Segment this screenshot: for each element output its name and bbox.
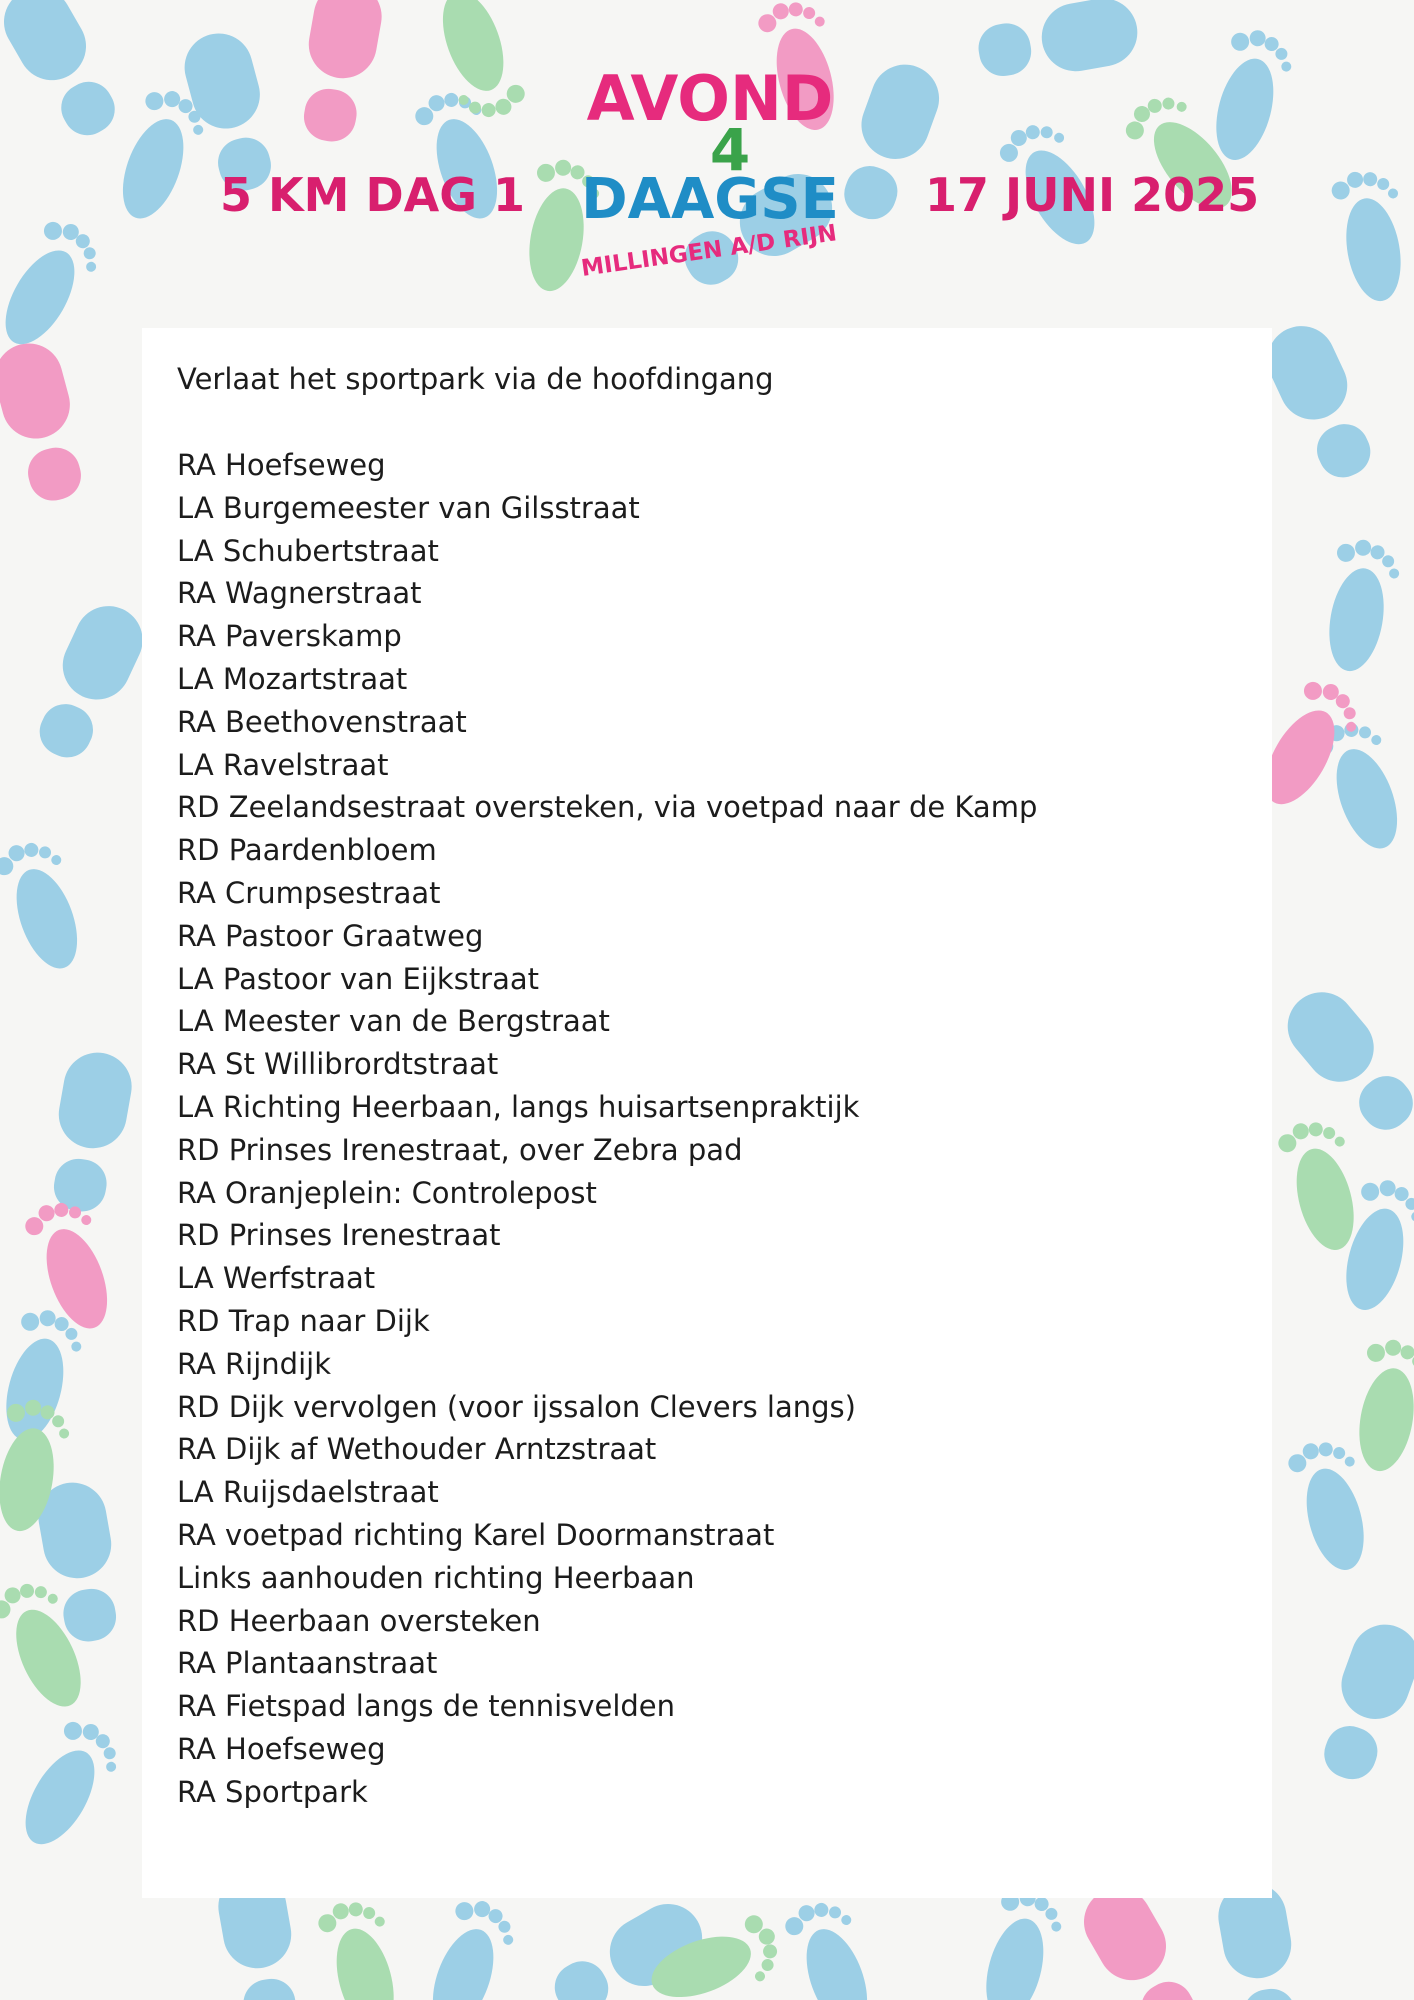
route-step: RA Crumpsestraat: [177, 875, 441, 910]
route-step: RD Heerbaan oversteken: [177, 1603, 541, 1638]
logo-line1: AVOND: [586, 62, 834, 135]
route-step: RA voetpad richting Karel Doormanstraat: [177, 1517, 775, 1552]
route-step: RA Fietspad langs de tennisvelden: [177, 1689, 676, 1724]
route-step: RA Dijk af Wethouder Arntzstraat: [177, 1432, 657, 1467]
route-intro: Verlaat het sportpark via de hoofdingang: [177, 362, 774, 396]
route-step: RA Rijndijk: [177, 1346, 331, 1381]
route-step: Links aanhouden richting Heerbaan: [177, 1560, 695, 1595]
route-step: RA Plantaanstraat: [177, 1646, 438, 1681]
route-step: RD Trap naar Dijk: [177, 1303, 430, 1338]
event-date: 17 JUNI 2025: [925, 168, 1260, 222]
route-step: LA Schubertstraat: [177, 533, 439, 568]
route-step: RD Dijk vervolgen (voor ijssalon Clevers langs): [177, 1389, 856, 1424]
route-step: RD Prinses Irenestraat: [177, 1218, 501, 1253]
route-step: LA Ruijsdaelstraat: [177, 1475, 439, 1510]
route-step: LA Burgemeester van Gilsstraat: [177, 490, 640, 525]
route-step: RA Pastoor Graatweg: [177, 918, 484, 953]
route-step: LA Richting Heerbaan, langs huisartsenpraktijk: [177, 1089, 860, 1124]
route-step: LA Meester van de Bergstraat: [177, 1004, 610, 1039]
route-step: RD Prinses Irenestraat, over Zebra pad: [177, 1132, 743, 1167]
route-step: RD Zeelandsestraat oversteken, via voetpad naar de Kamp: [177, 790, 1038, 825]
route-step: RA Oranjeplein: Controlepost: [177, 1175, 597, 1210]
route-step: LA Werfstraat: [177, 1261, 376, 1296]
route-step: LA Mozartstraat: [177, 661, 408, 696]
logo-line3: MILLINGEN A/D RIJN: [580, 220, 839, 282]
logo-number: 4: [709, 116, 751, 184]
route-step: RA Beethovenstraat: [177, 704, 467, 739]
route-step: RA St Willibrordtstraat: [177, 1047, 499, 1082]
logo-line2: DAAGSE: [581, 167, 839, 232]
route-step: LA Pastoor van Eijkstraat: [177, 961, 540, 996]
route-step: RD Paardenbloem: [177, 833, 437, 868]
distance-day-title: 5 KM DAG 1: [220, 168, 526, 222]
route-step: LA Ravelstraat: [177, 747, 389, 782]
route-step: RA Hoefseweg: [177, 1731, 386, 1766]
route-steps-list: [177, 444, 1037, 1814]
route-step: RA Wagnerstraat: [177, 576, 422, 611]
route-step: RA Sportpark: [177, 1774, 368, 1809]
route-step: RA Paverskamp: [177, 619, 402, 654]
route-step: RA Hoefseweg: [177, 448, 386, 482]
avond4daagse-logo: [580, 58, 840, 298]
